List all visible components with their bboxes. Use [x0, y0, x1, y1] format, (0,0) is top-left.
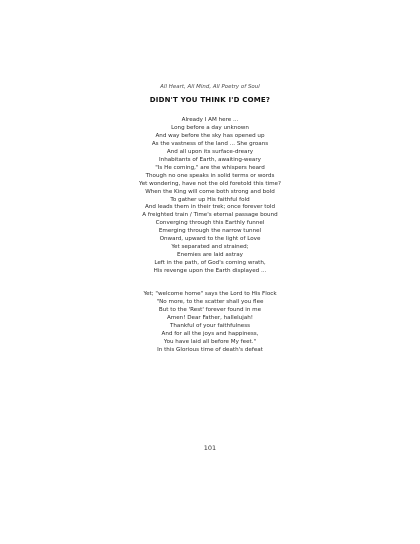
poem-line: Yet separated and strained; — [171, 244, 249, 251]
poem-stanza-2 — [0, 291, 420, 355]
poem-line: "Is He coming," are the whispers heard — [155, 164, 265, 171]
poem-line: Though no one speaks in solid terms or words — [145, 172, 275, 179]
poem-line: Converging through this Earthly funnel — [155, 220, 265, 227]
poem-line: Inhabitants of Earth, awaiting-weary — [159, 156, 261, 163]
poem-line: Amen! Dear Father, hallelujah! — [166, 314, 254, 321]
running-header: All Heart, All Mind, All Poetry of Soul — [160, 84, 260, 90]
poem-title: DIDN'T YOU THINK I'D COME? — [149, 96, 271, 104]
poem-line: Long before a day unknown — [171, 124, 249, 131]
poem-line: Yet; "welcome home" says the Lord to His Flock — [143, 291, 277, 297]
poem-line: Already I AM here ... — [181, 117, 239, 123]
poem-line: In this Glorious time of death's defeat — [157, 346, 263, 353]
poem-line: Thankful of your faithfulness — [169, 322, 251, 329]
poem-line: You have laid all before My feet." — [163, 338, 257, 345]
poem-line: A freighted train / Time's eternal passage bound — [142, 212, 278, 219]
poem-line: When the King will come both strong and bold — [145, 188, 275, 195]
poem-line: Onward, upward to the light of Love — [159, 236, 261, 243]
poem-line: And for all the joys and happiness, — [161, 330, 259, 337]
poem-line: And way before the sky has opened up — [155, 132, 265, 139]
poem-line: "No more, to the scatter shall you flee — [156, 298, 264, 305]
poem-line: And all upon its surface-dreary — [166, 148, 254, 155]
poem-line: And leads them in their trek; once forever told — [145, 204, 275, 211]
poem-line: His revenge upon the Earth displayed ... — [153, 268, 267, 275]
poem-stanza-1 — [0, 117, 420, 276]
poem-line: But to the 'Rest' forever found in me — [158, 306, 262, 313]
poem-line: Left in the path, of God's coming wrath, — [154, 260, 266, 267]
poem-line: Enemies are laid astray — [177, 252, 243, 259]
poem-line: Yet wondering, have not the old foretold this time? — [139, 180, 281, 187]
poem-line: As the vastness of the land ... She groans — [151, 140, 269, 147]
poem-line: To gather up His faithful fold — [170, 196, 250, 203]
poem-line: Emerging through the narrow tunnel — [158, 228, 262, 235]
page-number: 101 — [203, 444, 217, 452]
